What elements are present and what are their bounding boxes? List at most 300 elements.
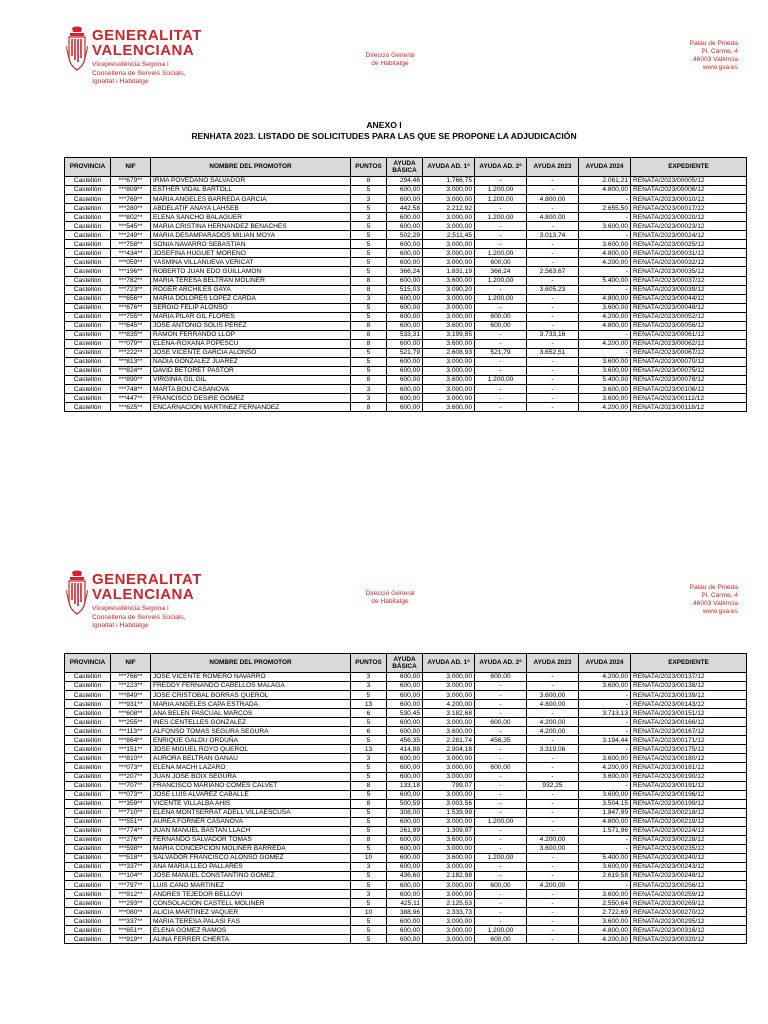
points-cell: 5 xyxy=(351,826,387,835)
aid-2-cell: 1.200,00 xyxy=(475,926,527,935)
aid-1-cell: 3.199,85 xyxy=(423,330,475,339)
aid-2023-cell: - xyxy=(527,908,579,917)
file-number-cell: RENATA/2023/00219/12 xyxy=(631,817,747,826)
aid-1-cell: 3.000,00 xyxy=(423,357,475,366)
aid-2023-cell: - xyxy=(527,357,579,366)
promoter-name-header: NOMBRE DEL PROMOTOR xyxy=(151,654,351,673)
promoter-name-cell: JOSE MIGUEL ROYO QUEROL xyxy=(151,745,351,754)
nif-cell: ***207** xyxy=(111,772,151,781)
file-number-cell: RENATA/2023/00031/12 xyxy=(631,249,747,258)
aid-2024-cell: - xyxy=(579,348,631,357)
file-number-cell: RENATA/2023/00005/12 xyxy=(631,177,747,186)
aid-2024-cell: - xyxy=(579,330,631,339)
file-number-cell: RENATA/2023/00010/12 xyxy=(631,195,747,204)
nif-cell: ***196** xyxy=(111,267,151,276)
aid-2-cell: - xyxy=(475,177,527,186)
document-page-1 xyxy=(0,0,768,500)
provincia-cell: Castellón xyxy=(65,817,111,826)
nif-cell: ***337** xyxy=(111,917,151,926)
points-cell: 8 xyxy=(351,376,387,385)
aid-2023-cell: - xyxy=(527,385,579,394)
aid-2-cell: - xyxy=(475,872,527,881)
aid-2-cell: 1.200,00 xyxy=(475,276,527,285)
file-number-cell: RENATA/2023/00006/12 xyxy=(631,186,747,195)
aid-2023-cell: - xyxy=(527,312,579,321)
nif-cell: ***707** xyxy=(111,781,151,790)
provincia-cell: Castellón xyxy=(65,917,111,926)
aid-2023-cell: - xyxy=(527,772,579,781)
file-number-cell: RENATA/2023/00143/12 xyxy=(631,700,747,709)
points-cell: 5 xyxy=(351,718,387,727)
file-number-cell: RENATA/2023/00181/12 xyxy=(631,763,747,772)
points-cell: 5 xyxy=(351,267,387,276)
points-cell: 3 xyxy=(351,195,387,204)
aid-2023-cell: - xyxy=(527,736,579,745)
aid-2-cell: 600,00 xyxy=(475,881,527,890)
file-number-cell: RENATA/2023/00270/12 xyxy=(631,908,747,917)
points-cell: 3 xyxy=(351,394,387,403)
points-cell: 5 xyxy=(351,348,387,357)
table-row xyxy=(65,339,747,348)
basic-aid-cell: 600,00 xyxy=(387,394,423,403)
nif-cell: ***679** xyxy=(111,177,151,186)
aid-2-cell: - xyxy=(475,862,527,871)
provincia-cell: Castellón xyxy=(65,862,111,871)
file-number-cell: RENATA/2023/00248/12 xyxy=(631,872,747,881)
aid-2023-cell: 3.652,51 xyxy=(527,348,579,357)
aid-2024-cell: 4.200,00 xyxy=(579,403,631,412)
file-number-cell: RENATA/2023/00256/12 xyxy=(631,881,747,890)
file-number-cell: RENATA/2023/00190/12 xyxy=(631,772,747,781)
points-cell: 5 xyxy=(351,872,387,881)
basic-aid-cell: 600,00 xyxy=(387,186,423,195)
aid-1-cell: 3.000,00 xyxy=(423,862,475,871)
aid-2024-cell: 2.550,64 xyxy=(579,899,631,908)
nif-cell: ***151** xyxy=(111,745,151,754)
basic-aid-cell: 600,00 xyxy=(387,853,423,862)
table-row xyxy=(65,366,747,375)
aid-2-cell: - xyxy=(475,682,527,691)
file-number-cell: RENATA/2023/00191/12 xyxy=(631,781,747,790)
nif-cell: ***919** xyxy=(111,935,151,944)
aid-2024-cell: - xyxy=(579,700,631,709)
aid-2023-cell: - xyxy=(527,339,579,348)
file-number-cell: RENATA/2023/00106/12 xyxy=(631,385,747,394)
basic-aid-cell: 600,00 xyxy=(387,700,423,709)
promoter-name-cell: LUIS CANO MARTINEZ xyxy=(151,881,351,890)
aid-1-cell: 3.000,00 xyxy=(423,926,475,935)
provincia-cell: Castellón xyxy=(65,357,111,366)
basic-aid-cell: 502,29 xyxy=(387,231,423,240)
table-row xyxy=(65,917,747,926)
aid-1-cell: 3.000,00 xyxy=(423,772,475,781)
points-cell: 3 xyxy=(351,385,387,394)
aid-2024-cell: 3.600,00 xyxy=(579,240,631,249)
table-row xyxy=(65,231,747,240)
nif-cell: ***447** xyxy=(111,394,151,403)
aid-2024-cell: 3.600,00 xyxy=(579,862,631,871)
aid-1-cell: 2.125,53 xyxy=(423,899,475,908)
table-row xyxy=(65,385,747,394)
address-block: Palau de Pineda Pl. Carme, 4 46003 València www.gva.es xyxy=(618,40,738,72)
aid-2023-cell: - xyxy=(527,817,579,826)
promoter-name-cell: MARIA ANGELES BARREDA GARCIA xyxy=(151,195,351,204)
table-row xyxy=(65,195,747,204)
provincia-cell: Castellón xyxy=(65,186,111,195)
aid-2023-cell: - xyxy=(527,376,579,385)
aid-2-cell: 600,00 xyxy=(475,763,527,772)
file-number-cell: RENATA/2023/00035/12 xyxy=(631,267,747,276)
aid-2024-cell: 3.600,00 xyxy=(579,385,631,394)
table-row xyxy=(65,754,747,763)
promoter-name-cell: ROGER ARCHILES GAYA xyxy=(151,285,351,294)
promoter-name-cell: MARIA TERESA PALASI FAS xyxy=(151,917,351,926)
aid-2023-cell: - xyxy=(527,763,579,772)
nif-header: NIF xyxy=(111,654,151,673)
aid-2-cell: - xyxy=(475,403,527,412)
aid-1-cell: 3.000,00 xyxy=(423,917,475,926)
basic-aid-cell: 600,00 xyxy=(387,339,423,348)
points-cell: 5 xyxy=(351,240,387,249)
aid-1-cell: 3.000,00 xyxy=(423,844,475,853)
aid-2023-cell: - xyxy=(527,790,579,799)
logo-title: GENERALITAT VALENCIANA xyxy=(92,571,202,603)
provincia-cell: Castellón xyxy=(65,908,111,917)
table-row xyxy=(65,294,747,303)
promoter-name-cell: NADIA GONZALEZ JUAREZ xyxy=(151,357,351,366)
table-row xyxy=(65,267,747,276)
aid-1-cell: 3.000,00 xyxy=(423,222,475,231)
basic-aid-cell: 600,00 xyxy=(387,366,423,375)
promoter-name-cell: ELENA MONTSERRAT ADELL VILLAESCUSA xyxy=(151,808,351,817)
aid-2023-cell: 2.563,67 xyxy=(527,267,579,276)
aid-2-cell: - xyxy=(475,826,527,835)
basic-aid-cell: 600,00 xyxy=(387,844,423,853)
nif-cell: ***293** xyxy=(111,899,151,908)
promoter-name-cell: FREDDY FERNANDO CABELLOS MALAGA xyxy=(151,682,351,691)
aid-2023-cell: - xyxy=(527,366,579,375)
table-row xyxy=(65,222,747,231)
nif-cell: ***104** xyxy=(111,872,151,881)
promoter-name-cell: ALICIA MARTINEZ VAQUER xyxy=(151,908,351,917)
aid-1-cell: 3.000,00 xyxy=(423,312,475,321)
basic-aid-cell: 530,45 xyxy=(387,709,423,718)
table-row xyxy=(65,357,747,366)
aid-2024-header: AYUDA 2024 xyxy=(579,158,631,177)
aid-2024-cell: 5.400,00 xyxy=(579,276,631,285)
points-cell: 3 xyxy=(351,682,387,691)
basic-aid-cell: 425,11 xyxy=(387,899,423,908)
table-row xyxy=(65,736,747,745)
file-number-cell: RENATA/2023/00224/12 xyxy=(631,826,747,835)
basic-aid-cell: 600,00 xyxy=(387,935,423,944)
aid-1-cell: 3.600,00 xyxy=(423,727,475,736)
aid-2-cell: - xyxy=(475,240,527,249)
file-number-cell: RENATA/2023/00032/12 xyxy=(631,258,747,267)
basic-aid-cell: 294,46 xyxy=(387,177,423,186)
aid-2024-cell: 5.400,00 xyxy=(579,853,631,862)
aid-2-cell: - xyxy=(475,231,527,240)
aid-2024-cell: 3.194,44 xyxy=(579,736,631,745)
basic-aid-cell: 600,00 xyxy=(387,222,423,231)
aid-1-cell: 2.511,45 xyxy=(423,231,475,240)
aid-2024-cell: - xyxy=(579,781,631,790)
nif-cell: ***890** xyxy=(111,376,151,385)
nif-cell: ***769** xyxy=(111,195,151,204)
table-row xyxy=(65,772,747,781)
file-number-cell: RENATA/2023/00039/12 xyxy=(631,285,747,294)
provincia-cell: Castellón xyxy=(65,267,111,276)
aid-2024-cell: 3.600,00 xyxy=(579,772,631,781)
aid-2024-cell: - xyxy=(579,745,631,754)
provincia-cell: Castellón xyxy=(65,736,111,745)
aid-2-cell: - xyxy=(475,899,527,908)
aid-1-cell: 3.600,00 xyxy=(423,376,475,385)
nif-cell: ***518** xyxy=(111,853,151,862)
points-cell: 8 xyxy=(351,799,387,808)
aid-2024-cell: 4.800,00 xyxy=(579,321,631,330)
aid-1-cell: 3.000,00 xyxy=(423,303,475,312)
table-row xyxy=(65,700,747,709)
aid-2024-cell: 3.600,00 xyxy=(579,790,631,799)
aid-2023-cell: - xyxy=(527,673,579,682)
nif-cell: ***864** xyxy=(111,736,151,745)
basic-aid-cell: 366,24 xyxy=(387,267,423,276)
aid-1-cell: 3.000,00 xyxy=(423,890,475,899)
aid-2023-cell: - xyxy=(527,403,579,412)
table-header-row xyxy=(65,654,747,673)
table-row xyxy=(65,303,747,312)
aid-2023-cell: - xyxy=(527,853,579,862)
logo-title: GENERALITAT VALENCIANA xyxy=(92,27,202,59)
provincia-cell: Castellón xyxy=(65,700,111,709)
aid-2024-cell: 4.800,00 xyxy=(579,186,631,195)
aid-2-cell: - xyxy=(475,709,527,718)
file-number-cell: RENATA/2023/00023/12 xyxy=(631,222,747,231)
aid-2-cell: 456,35 xyxy=(475,736,527,745)
points-cell: 5 xyxy=(351,917,387,926)
aid-2023-cell: - xyxy=(527,872,579,881)
provincia-cell: Castellón xyxy=(65,899,111,908)
aid-2024-cell: 4.800,00 xyxy=(579,926,631,935)
promoter-name-cell: SONIA NAVARRO SEBASTIAN xyxy=(151,240,351,249)
promoter-name-cell: VICENTE VILLALBA AHIS xyxy=(151,799,351,808)
provincia-cell: Castellón xyxy=(65,872,111,881)
aid-2-header: AYUDA AD. 2ª xyxy=(475,158,527,177)
basic-aid-cell: 600,00 xyxy=(387,691,423,700)
aid-2024-cell: 3.600,00 xyxy=(579,303,631,312)
points-cell: 13 xyxy=(351,745,387,754)
provincia-cell: Castellón xyxy=(65,366,111,375)
file-number-cell: RENATA/2023/00180/12 xyxy=(631,754,747,763)
file-number-cell: RENATA/2023/00228/12 xyxy=(631,835,747,844)
basic-aid-cell: 500,59 xyxy=(387,799,423,808)
nif-cell: ***849** xyxy=(111,691,151,700)
logo-subtitle: Vicepresidència Segona i Conselleria de Serveis Socials, Igualtat i Habitatge xyxy=(92,605,186,629)
table-row xyxy=(65,394,747,403)
aid-1-cell: 1.831,19 xyxy=(423,267,475,276)
aid-2-cell: 600,00 xyxy=(475,258,527,267)
provincia-cell: Castellón xyxy=(65,727,111,736)
nif-cell: ***931** xyxy=(111,700,151,709)
points-cell: 5 xyxy=(351,772,387,781)
aid-1-cell: 3.090,20 xyxy=(423,285,475,294)
basic-aid-cell: 600,00 xyxy=(387,312,423,321)
generalitat-logo xyxy=(66,26,236,96)
provincia-cell: Castellón xyxy=(65,276,111,285)
table-row xyxy=(65,691,747,700)
basic-aid-cell: 133,18 xyxy=(387,781,423,790)
file-number-cell: RENATA/2023/00171/12 xyxy=(631,736,747,745)
aid-2024-cell: - xyxy=(579,881,631,890)
provincia-cell: Castellón xyxy=(65,826,111,835)
points-cell: 3 xyxy=(351,213,387,222)
provincia-cell: Castellón xyxy=(65,881,111,890)
table-row xyxy=(65,330,747,339)
aid-1-cell: 2.333,73 xyxy=(423,908,475,917)
points-cell: 5 xyxy=(351,204,387,213)
aid-2-cell: - xyxy=(475,790,527,799)
file-number-cell: RENATA/2023/00137/12 xyxy=(631,673,747,682)
file-number-cell: RENATA/2023/00052/12 xyxy=(631,312,747,321)
promoter-name-cell: JOSE CRISTOBAL BORRAS QUEROL xyxy=(151,691,351,700)
basic-aid-cell: 600,00 xyxy=(387,249,423,258)
promoter-name-cell: JOSE ANTONIO SOLIS PEREZ xyxy=(151,321,351,330)
table-row xyxy=(65,908,747,917)
aid-2-cell: 1.200,00 xyxy=(475,249,527,258)
basic-aid-cell: 600,00 xyxy=(387,276,423,285)
nif-cell: ***080** xyxy=(111,908,151,917)
points-cell: 5 xyxy=(351,249,387,258)
aid-2024-cell: - xyxy=(579,285,631,294)
nif-cell: ***774** xyxy=(111,826,151,835)
promoter-name-cell: MARIA PILAR GIL FLORES xyxy=(151,312,351,321)
aid-2023-cell: - xyxy=(527,303,579,312)
points-cell: 6 xyxy=(351,709,387,718)
aid-2024-cell: 3.600,00 xyxy=(579,357,631,366)
aid-2-cell: 1.200,00 xyxy=(475,186,527,195)
points-cell: 8 xyxy=(351,177,387,186)
file-number-cell: RENATA/2023/00070/12 xyxy=(631,357,747,366)
file-number-cell: RENATA/2023/00320/12 xyxy=(631,935,747,944)
aid-2-cell: - xyxy=(475,385,527,394)
provincia-cell: Castellón xyxy=(65,330,111,339)
provincia-cell: Castellón xyxy=(65,177,111,186)
nif-cell: ***824** xyxy=(111,366,151,375)
nif-cell: ***545** xyxy=(111,222,151,231)
provincia-cell: Castellón xyxy=(65,835,111,844)
provincia-cell: Castellón xyxy=(65,754,111,763)
aid-2-cell: 600,00 xyxy=(475,321,527,330)
promoter-name-cell: MARIA CONCEPCION MOLINER BARREDA xyxy=(151,844,351,853)
aid-1-cell: 3.182,68 xyxy=(423,709,475,718)
file-number-cell: RENATA/2023/00061/12 xyxy=(631,330,747,339)
promoter-name-cell: YASMINA VILLANUEVA VERICAT xyxy=(151,258,351,267)
aid-2023-cell: - xyxy=(527,222,579,231)
aid-1-cell: 3.000,00 xyxy=(423,385,475,394)
aid-1-cell: 1.539,99 xyxy=(423,808,475,817)
promoter-name-cell: AUREA FORNER CASANOVA xyxy=(151,817,351,826)
aid-1-cell: 3.000,00 xyxy=(423,258,475,267)
promoter-name-cell: ALFONSO TOMAS SEGURA SEGURA xyxy=(151,727,351,736)
aid-1-cell: 3.000,00 xyxy=(423,763,475,772)
points-cell: 5 xyxy=(351,881,387,890)
table-row xyxy=(65,862,747,871)
aid-1-cell: 3.000,00 xyxy=(423,673,475,682)
aid-2024-cell: - xyxy=(579,691,631,700)
table-row xyxy=(65,348,747,357)
promoter-name-cell: MARIA DOLORES LOPEZ CARDA xyxy=(151,294,351,303)
promoter-name-cell: ANA BELEN PASCUAL MARCOS xyxy=(151,709,351,718)
basic-aid-cell: 308,00 xyxy=(387,808,423,817)
aid-2023-cell: - xyxy=(527,394,579,403)
aid-1-cell: 3.000,00 xyxy=(423,691,475,700)
basic-aid-cell: 600,00 xyxy=(387,376,423,385)
promoter-name-cell: ELENA GOMEZ RAMOS xyxy=(151,926,351,935)
basic-aid-cell: 414,88 xyxy=(387,745,423,754)
points-cell: 10 xyxy=(351,853,387,862)
website-link[interactable]: www.gva.es xyxy=(702,64,738,71)
aid-2024-cell: 4.800,00 xyxy=(579,817,631,826)
promoter-name-cell: MARTA BOU CASANOVA xyxy=(151,385,351,394)
aid-2023-cell: 3.319,06 xyxy=(527,745,579,754)
website-link[interactable]: www.gva.es xyxy=(702,608,738,615)
promoter-name-cell: JOSE MANUEL CONSTANTINO GOMEZ xyxy=(151,872,351,881)
promoter-name-cell: JUAN MANUEL BASTAN LLACH xyxy=(151,826,351,835)
aid-2024-cell: 3.600,00 xyxy=(579,682,631,691)
aid-2023-cell: 3.605,23 xyxy=(527,285,579,294)
points-cell: 5 xyxy=(351,763,387,772)
file-number-cell: RENATA/2023/00024/12 xyxy=(631,231,747,240)
nif-cell: ***280** xyxy=(111,204,151,213)
aid-2024-cell: 4.200,00 xyxy=(579,935,631,944)
file-number-header: EXPEDIENTE xyxy=(631,654,747,673)
aid-2023-cell: 4.200,00 xyxy=(527,835,579,844)
promoter-name-cell: CONSOLACION CASTELL MOLINER xyxy=(151,899,351,908)
points-cell: 3 xyxy=(351,890,387,899)
table-row xyxy=(65,890,747,899)
points-cell: 5 xyxy=(351,258,387,267)
nif-cell: ***223** xyxy=(111,682,151,691)
basic-aid-cell: 600,00 xyxy=(387,682,423,691)
promoter-name-cell: ESTHER VIDAL BARTOLL xyxy=(151,186,351,195)
nif-cell: ***079** xyxy=(111,339,151,348)
nif-cell: ***912** xyxy=(111,890,151,899)
table-row xyxy=(65,935,747,944)
points-cell: 5 xyxy=(351,312,387,321)
aid-2023-cell: - xyxy=(527,899,579,908)
promoter-name-cell: ANDRES TEJEDOR BELLOVI xyxy=(151,890,351,899)
provincia-cell: Castellón xyxy=(65,222,111,231)
aid-2-cell: 1.200,00 xyxy=(475,213,527,222)
aid-2-cell: - xyxy=(475,799,527,808)
promoter-name-cell: SALVADOR FRANCISCO ALONSO GOMEZ xyxy=(151,853,351,862)
nif-cell: ***782** xyxy=(111,276,151,285)
aid-2-cell: 600,00 xyxy=(475,673,527,682)
promoter-name-cell: JUAN JOSE BOIX SEGURA xyxy=(151,772,351,781)
aid-2-cell: - xyxy=(475,339,527,348)
nif-cell: ***059** xyxy=(111,258,151,267)
aid-1-cell: 3.600,00 xyxy=(423,853,475,862)
file-number-cell: RENATA/2023/00218/12 xyxy=(631,808,747,817)
file-number-cell: RENATA/2023/00062/12 xyxy=(631,339,747,348)
nif-cell: ***249** xyxy=(111,231,151,240)
nif-cell: ***222** xyxy=(111,348,151,357)
aid-2-cell: - xyxy=(475,691,527,700)
aid-2024-cell: - xyxy=(579,231,631,240)
provincia-cell: Castellón xyxy=(65,926,111,935)
promoter-name-cell: IRMA POVEDANO SALVADOR xyxy=(151,177,351,186)
